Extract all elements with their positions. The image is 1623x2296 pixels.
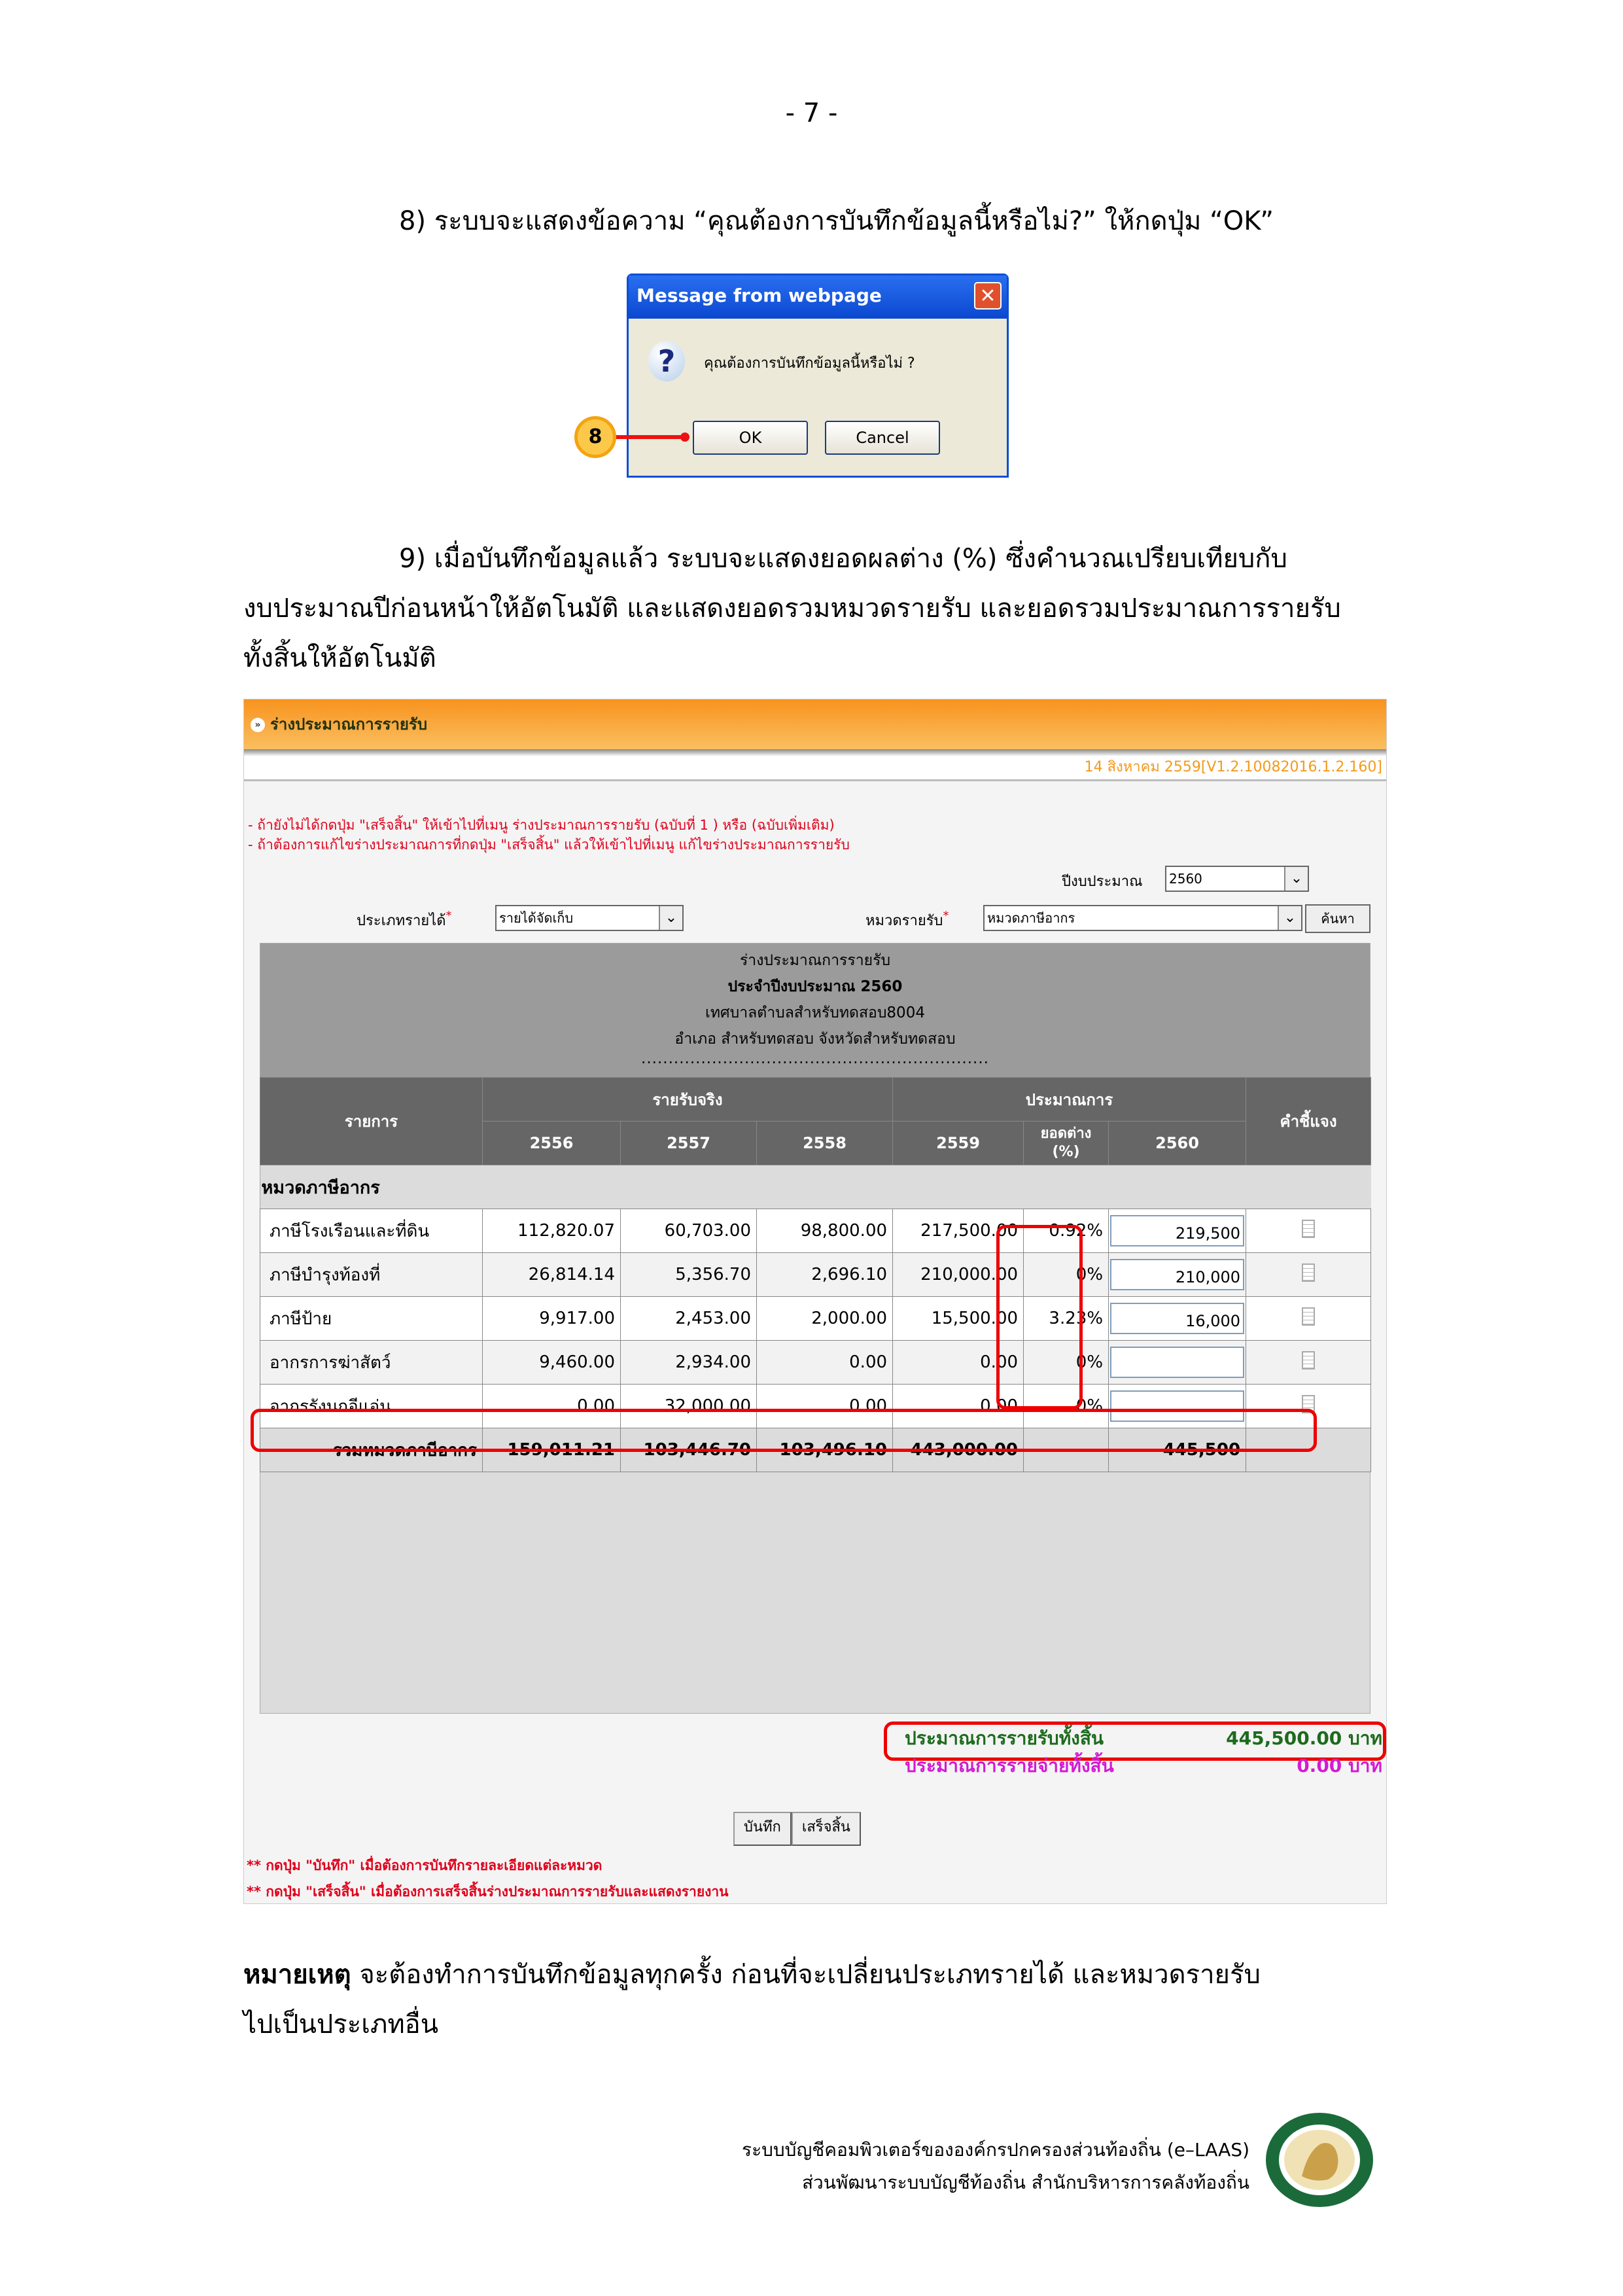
cell-2557: 60,703.00 xyxy=(621,1209,757,1253)
header-divider xyxy=(244,749,1386,756)
message-dialog xyxy=(627,274,1009,478)
income-type-label-text: ประเภทรายได้ xyxy=(357,913,446,929)
remark-label: หมายเหตุ xyxy=(243,1960,351,1990)
total-2559: 443,000.00 xyxy=(893,1428,1024,1472)
cell-diff: 0% xyxy=(1024,1253,1109,1297)
col-group-actual: รายรับจริง xyxy=(483,1078,893,1122)
item-name: ภาษีโรงเรือนและที่ดิน xyxy=(260,1209,483,1253)
fiscal-year-value: 2560 xyxy=(1169,871,1202,887)
required-mark: * xyxy=(943,909,949,923)
cell-diff: 0% xyxy=(1024,1385,1109,1428)
cell-2558: 98,800.00 xyxy=(757,1209,893,1253)
cell-explain xyxy=(1246,1341,1371,1385)
footer-system-name: ระบบบัญชีคอมพิวเตอร์ขององค์กรปกครองส่วนท้องถิ่น (e–LAAS) xyxy=(742,2139,1249,2161)
dialog-title: Message from webpage xyxy=(637,285,882,306)
cell-2557: 2,934.00 xyxy=(621,1341,757,1385)
report-title-dots: ................................................................ xyxy=(641,1050,989,1067)
cell-explain xyxy=(1246,1253,1371,1297)
cell-2559: 0.00 xyxy=(893,1385,1024,1428)
income-type-label xyxy=(357,909,452,932)
remark xyxy=(243,1950,1261,2000)
document-icon[interactable] xyxy=(1302,1220,1315,1238)
total-income-line xyxy=(898,1724,1382,1752)
fiscal-year-label: ปีงบประมาณ xyxy=(1062,874,1143,890)
required-mark: * xyxy=(445,909,452,923)
step-8-text: 8) ระบบจะแสดงข้อความ “คุณต้องการบันทึกข้อมูลนี้หรือไม่?” ให้กดปุ่ม “OK” xyxy=(399,206,1274,236)
estimate-2560-input[interactable] xyxy=(1110,1347,1244,1378)
app-header-title: ร่างประมาณการรายรับ xyxy=(270,715,428,733)
col-header-diff: ยอดต่าง (%) xyxy=(1024,1122,1109,1165)
total-expense-label: ประมาณการรายจ่ายทั้งสิ้น xyxy=(905,1755,1114,1776)
grand-totals xyxy=(898,1724,1382,1779)
col-header-2559: 2559 xyxy=(893,1122,1024,1165)
cell-2560 xyxy=(1109,1297,1246,1341)
col-header-2557: 2557 xyxy=(621,1122,757,1165)
highlight-total-row xyxy=(251,1409,1317,1452)
document-icon[interactable] xyxy=(1302,1351,1315,1369)
total-2557: 103,446.70 xyxy=(621,1428,757,1472)
cell-2558: 0.00 xyxy=(757,1385,893,1428)
ok-button[interactable]: OK xyxy=(693,421,808,455)
chevron-down-icon: ⌄ xyxy=(659,906,682,930)
callout-line xyxy=(614,435,686,439)
double-chevron-icon: » xyxy=(251,718,265,732)
estimate-2560-input[interactable]: 16,000 xyxy=(1110,1303,1244,1334)
cell-2557: 5,356.70 xyxy=(621,1253,757,1297)
cell-diff: 0.92% xyxy=(1024,1209,1109,1253)
cancel-button[interactable]: Cancel xyxy=(825,421,940,455)
search-button[interactable]: ค้นหา xyxy=(1305,904,1370,933)
cell-2560 xyxy=(1109,1253,1246,1297)
report-panel xyxy=(260,943,1370,1714)
cell-2558: 2,000.00 xyxy=(757,1297,893,1341)
income-type-value: รายได้จัดเก็บ xyxy=(499,910,574,926)
item-name: อากรรังนกอีแอ่น xyxy=(260,1385,483,1428)
chevron-down-icon: ⌄ xyxy=(1278,906,1301,930)
save-button[interactable]: บันทึก xyxy=(733,1812,792,1846)
highlight-diff-column xyxy=(996,1225,1083,1409)
step-9-text-line1: 9) เมื่อบันทึกข้อมูลแล้ว ระบบจะแสดงยอดผลต่าง (%) ซึ่งคำนวณเปรียบเทียบกับ xyxy=(399,544,1287,574)
cell-diff: 0% xyxy=(1024,1341,1109,1385)
item-name: อากรการฆ่าสัตว์ xyxy=(260,1341,483,1385)
department-seal-logo xyxy=(1263,2111,1376,2209)
item-name: ภาษีบำรุงท้องที่ xyxy=(260,1253,483,1297)
remark-text: จะต้องทำการบันทึกข้อมูลทุกครั้ง ก่อนที่จะเปลี่ยนประเภทรายได้ และหมวดรายรับ xyxy=(351,1960,1261,1990)
dialog-message: คุณต้องการบันทึกข้อมูลนี้หรือไม่ ? xyxy=(704,355,915,372)
total-income-value: 445,500.00 บาท xyxy=(1226,1727,1382,1749)
category-select[interactable] xyxy=(983,905,1302,931)
total-2558: 103,496.10 xyxy=(757,1428,893,1472)
bottom-note: ** กดปุ่ม "เสร็จสิ้น" เมื่อต้องการเสร็จสิ้นร่างประมาณการรายรับและแสดงรายงาน xyxy=(247,1884,729,1899)
category-label xyxy=(865,909,949,932)
total-expense-value: 0.00 บาท xyxy=(1297,1755,1382,1776)
cell-2556: 0.00 xyxy=(483,1385,621,1428)
category-value: หมวดภาษีอากร xyxy=(987,910,1075,926)
cell-2559: 217,500.00 xyxy=(893,1209,1024,1253)
estimate-2560-input[interactable]: 219,500 xyxy=(1110,1215,1244,1246)
close-icon[interactable]: ✕ xyxy=(974,282,1002,309)
remark-line2: ไปเป็นประเภทอื่น xyxy=(243,2009,439,2040)
table-row xyxy=(260,1253,1371,1297)
instruction-note: - ถ้าต้องการแก้ไขร่างประมาณการที่กดปุ่ม "เสร็จสิ้น" แล้วให้เข้าไปที่เมนู แก้ไขร่างประมาณการรายรับ xyxy=(248,837,850,853)
action-buttons xyxy=(733,1812,861,1846)
document-icon[interactable] xyxy=(1302,1307,1315,1326)
col-header-2558: 2558 xyxy=(757,1122,893,1165)
bottom-note: ** กดปุ่ม "บันทึก" เมื่อต้องการบันทึกรายละเอียดแต่ละหมวด xyxy=(247,1858,602,1873)
table-row xyxy=(260,1297,1371,1341)
item-name: ภาษีป้าย xyxy=(260,1297,483,1341)
table-row xyxy=(260,1341,1371,1385)
question-icon: ? xyxy=(648,341,685,381)
income-type-select[interactable] xyxy=(495,905,684,931)
category-label-text: หมวดรายรับ xyxy=(865,913,943,929)
total-2556: 159,011.21 xyxy=(483,1428,621,1472)
finish-button[interactable]: เสร็จสิ้น xyxy=(792,1812,861,1846)
chevron-down-icon: ⌄ xyxy=(1284,867,1308,891)
cell-2556: 9,460.00 xyxy=(483,1341,621,1385)
cell-2556: 112,820.07 xyxy=(483,1209,621,1253)
total-income-label: ประมาณการรายรับทั้งสิ้น xyxy=(905,1727,1104,1749)
col-header-2556: 2556 xyxy=(483,1122,621,1165)
cell-2560 xyxy=(1109,1209,1246,1253)
report-title-line: เทศบาลตำบลสำหรับทดสอบ8004 xyxy=(705,1004,925,1021)
cell-2557: 32,000.00 xyxy=(621,1385,757,1428)
total-expense-line xyxy=(898,1752,1382,1779)
footer-department: ส่วนพัฒนาระบบบัญชีท้องถิ่น สำนักบริหารการคลังท้องถิ่น xyxy=(801,2172,1249,2193)
estimate-2560-input[interactable]: 210,000 xyxy=(1110,1259,1244,1290)
app-screenshot xyxy=(243,699,1387,1904)
app-header xyxy=(244,699,1386,749)
cell-2559: 15,500.00 xyxy=(893,1297,1024,1341)
cell-explain xyxy=(1246,1297,1371,1341)
document-icon[interactable] xyxy=(1302,1263,1315,1282)
col-group-estimate: ประมาณการ xyxy=(893,1078,1246,1122)
col-header-explain: คำชี้แจง xyxy=(1246,1078,1371,1165)
cell-diff: 3.23% xyxy=(1024,1297,1109,1341)
cell-2559: 0.00 xyxy=(893,1341,1024,1385)
report-title-line: อำเภอ สำหรับทดสอบ จังหวัดสำหรับทดสอบ xyxy=(674,1031,956,1048)
callout-dot xyxy=(680,433,689,442)
cell-2558: 0.00 xyxy=(757,1341,893,1385)
category-row: หมวดภาษีอากร xyxy=(260,1165,1371,1209)
cell-2558: 2,696.10 xyxy=(757,1253,893,1297)
cell-2560 xyxy=(1109,1341,1246,1385)
cell-explain xyxy=(1246,1209,1371,1253)
total-2560: 445,500 xyxy=(1109,1428,1246,1472)
report-title xyxy=(260,944,1370,1077)
step-callout-badge: 8 xyxy=(574,416,616,458)
col-header-2560: 2560 xyxy=(1109,1122,1246,1165)
report-title-line: ร่างประมาณการรายรับ xyxy=(739,952,891,969)
fiscal-year-select[interactable] xyxy=(1165,866,1309,892)
table-row xyxy=(260,1209,1371,1253)
cell-2559: 210,000.00 xyxy=(893,1253,1024,1297)
step-9-text-line2: งบประมาณปีก่อนหน้าให้อัตโนมัติ และแสดงยอดรวมหมวดรายรับ และยอดรวมประมาณการรายรับ xyxy=(243,593,1341,624)
instruction-note: - ถ้ายังไม่ได้กดปุ่ม "เสร็จสิ้น" ให้เข้าไปที่เมนู ร่างประมาณการรายรับ (ฉบับที่ 1 ) หรือ (ฉบับเพิ่มเติม) xyxy=(248,817,835,833)
page-number: - 7 - xyxy=(785,98,838,128)
report-title-line: ประจำปีงบประมาณ 2560 xyxy=(727,978,903,995)
dialog-titlebar xyxy=(629,275,1007,319)
cell-2557: 2,453.00 xyxy=(621,1297,757,1341)
step-9-text-line3: ทั้งสิ้นให้อัตโนมัติ xyxy=(243,643,436,673)
cell-2556: 9,917.00 xyxy=(483,1297,621,1341)
cell-2556: 26,814.14 xyxy=(483,1253,621,1297)
total-label: รวมหมวดภาษีอากร xyxy=(260,1428,483,1472)
col-header-item: รายการ xyxy=(260,1078,483,1165)
version-label: 14 สิงหาคม 2559[V1.2.10082016.1.2.160] xyxy=(244,756,1386,781)
